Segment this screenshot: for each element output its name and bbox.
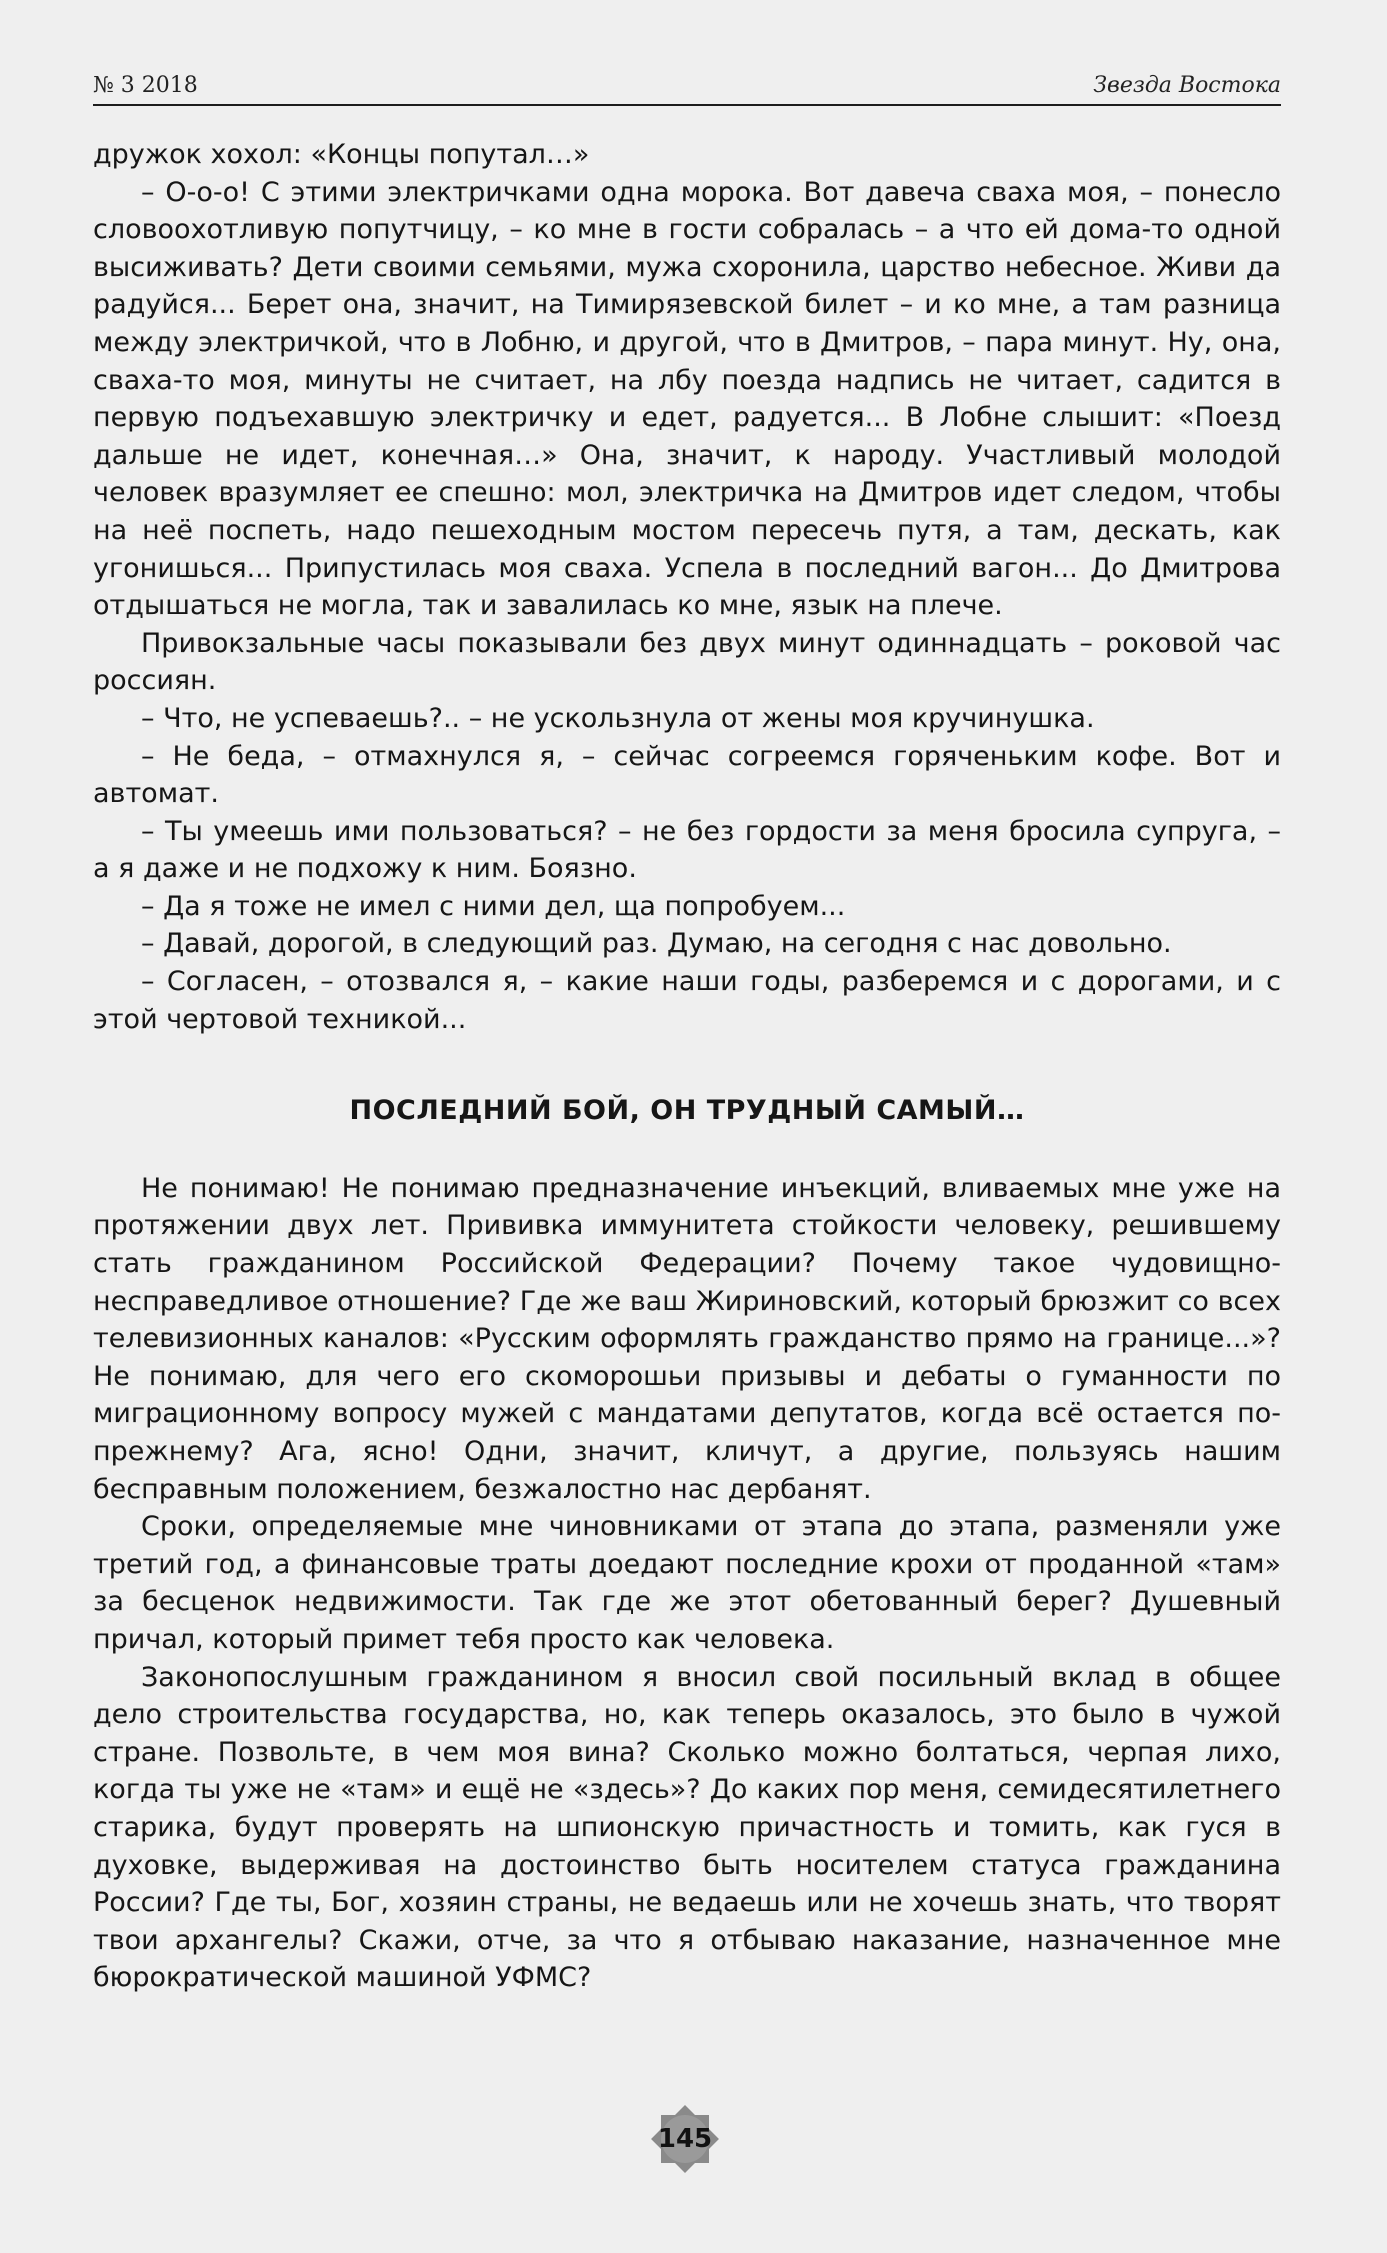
paragraph: – О-о-о! С этими электричками одна морока. Вот давеча сваха моя, – понесло словоохотливую попутчицу, – ко мне в гости собралась – а что ей дома-то одной высиживать? Дети своими семьями, мужа схоронила, царство небесное. Живи да радуйся... Берет она, значит, на Тимирязевской билет – и ко мне, а там разница между электричкой, что в Лобню, и другой, что в Дмитров, – пара минут. Ну, она, сваха-то моя, минуты не считает, на лбу поезда надпись не читает, садится в первую подъехавшую электричку и едет, радуется... В Лобне слышит: «Поезд дальше не идет, конечная…» Она, значит, к народу. Участливый молодой человек вразумляет ее спешно: мол, электричка на Дмитров идет следом, чтобы на неё поспеть, надо пешеходным мостом пересечь путя, а там, дескать, как угонишься... Припустилась моя сваха. Успела в последний вагон... До Дмитрова отдышаться не могла, так и завалилась ко мне, язык на плече. [93, 176, 1281, 622]
article-part-2 [93, 1170, 1281, 1997]
paragraph: Сроки, определяемые мне чиновниками от этапа до этапа, разменяли уже третий год, а финансовые траты доедают последние крохи от проданной «там» за бесценок недвижимости. Так где же этот обетованный берег? Душевный причал, который примет тебя просто как человека. [93, 1511, 1281, 1655]
paragraph: – Согласен, – отозвался я, – какие наши годы, разберемся и с дорогами, и с этой чертовой техникой... [93, 966, 1281, 1035]
paragraph: Не понимаю! Не понимаю предназначение инъекций, вливаемых мне уже на протяжении двух лет. Прививка иммунитета стойкости человеку, решившему стать гражданином Российской Федерации? Почему такое чудовищно-несправедливое отношение? Где же ваш Жириновский, который брюзжит со всех телевизионных каналов: «Русским оформлять гражданство прямо на границе...»? Не понимаю, для чего его скоморошьи призывы и дебаты о гуманности по миграционному вопросу мужей с мандатами депутатов, когда всё остается по-прежнему? Ага, ясно! Одни, значит, кличут, а другие, пользуясь нашим бесправным положением, безжалостно нас дербанят. [93, 1172, 1281, 1505]
paragraph: Законопослушным гражданином я вносил свой посильный вклад в общее дело строительства государства, но, как теперь оказалось, это было в чужой стране. Позвольте, в чем моя вина? Сколько можно болтаться, черпая лихо, когда ты уже не «там» и ещё не «здесь»? До каких пор меня, семидесятилетнего старика, будут проверять на шпионскую причастность и томить, как гуся в духовке, выдерживая на достоинство быть носителем статуса гражданина России? Где ты, Бог, хозяин страны, не ведаешь или не хочешь знать, что творят твои архангелы? Скажи, отче, за что я отбываю наказание, назначенное мне бюрократической машиной УФМС? [93, 1661, 1281, 1994]
article-body [93, 136, 1281, 1997]
journal-title: Звезда Востока [1093, 73, 1281, 98]
paragraph: – Не беда, – отмахнулся я, – сейчас согреемся горяченьким кофе. Вот и автомат. [93, 740, 1281, 810]
paragraph: Привокзальные часы показывали без двух минут одиннадцать – роковой час россиян. [93, 627, 1281, 697]
article-part-1 [93, 136, 1281, 1038]
issue-label: № 3 2018 [93, 73, 198, 98]
paragraph: – Да я тоже не имел с ними дел, ща попробуем... [141, 890, 846, 922]
page-number-badge [649, 2103, 721, 2175]
section-title: ПОСЛЕДНИЙ БОЙ, ОН ТРУДНЫЙ САМЫЙ… [349, 1095, 1025, 1127]
paragraph: дружок хохол: «Концы попутал…» [93, 139, 590, 170]
running-header [93, 68, 1281, 106]
page-number: 145 [657, 2124, 713, 2154]
paragraph: – Давай, дорогой, в следующий раз. Думаю, на сегодня с нас довольно. [141, 928, 1172, 960]
paragraph: – Что, не успеваешь?.. – не ускользнула от жены моя кручинушка. [141, 702, 1095, 734]
paragraph: – Ты умеешь ими пользоваться? – не без гордости за меня бросила супруга, – а я даже и не подхожу к ним. Боязно. [93, 815, 1281, 885]
